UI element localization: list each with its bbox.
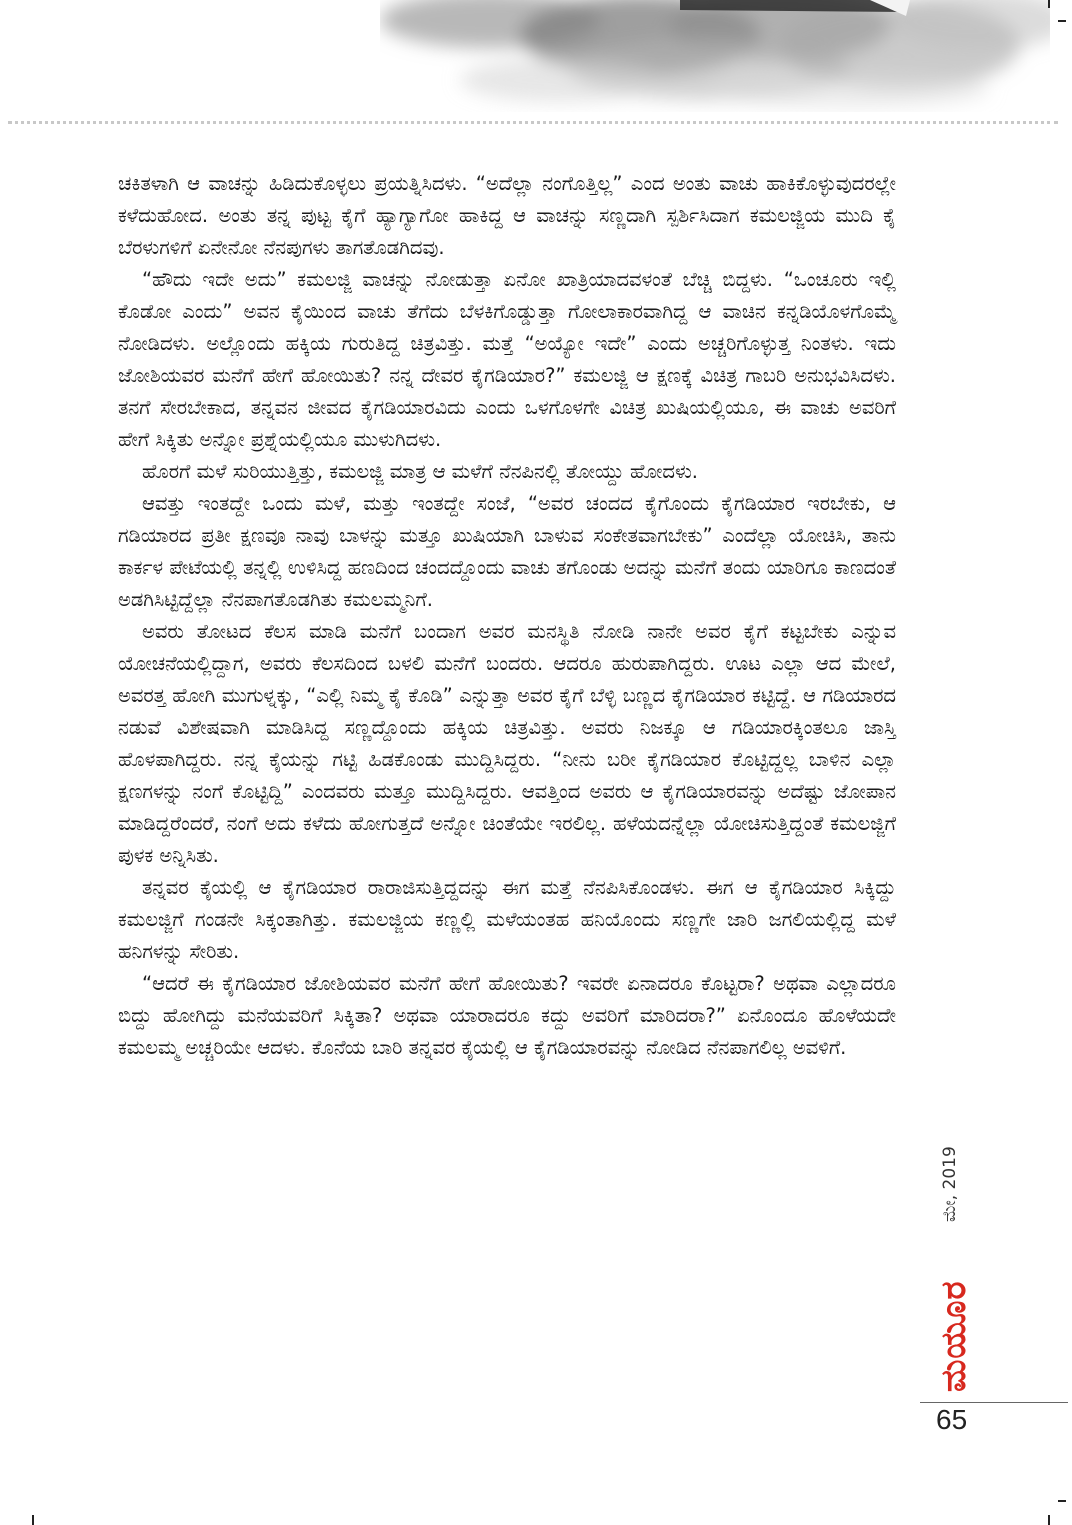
paragraph: ಹೊರಗೆ ಮಳೆ ಸುರಿಯುತ್ತಿತ್ತು, ಕಮಲಜ್ಜಿ ಮಾತ್ರ ಆ ಮಳೆಗೆ ನೆನಪಿನಲ್ಲಿ ತೋಯ್ದು ಹೋದಳು. [142,460,698,483]
crop-mark-bottom-left [32,1515,34,1525]
paragraph: ಆವತ್ತು ಇಂತದ್ದೇ ಒಂದು ಮಳೆ, ಮತ್ತು ಇಂತದ್ದೇ ಸಂಜೆ, “ಅವರ ಚಂದದ ಕೈಗೊಂದು ಕೈಗಡಿಯಾರ ಇರಬೇಕು, ಆ ಗಡಿಯಾರದ ಪ್ರತೀ ಕ್ಷಣವೂ ನಾವು ಬಾಳನ್ನು ಮತ್ತೂ ಖುಷಿಯಾಗಿ ಬಾಳುವ ಸಂಕೇತವಾಗಬೇಕು” ಎಂದೆಲ್ಲಾ ಯೋಚಿಸಿ, ತಾನು ಕಾರ್ಕಳ ಪೇಟೆಯಲ್ಲಿ ತನ್ನಲ್ಲಿ ಉಳಿಸಿದ್ದ ಹಣದಿಂದ ಚಂದದ್ದೊಂದು ವಾಚು ತಗೊಂಡು ಅದನ್ನು ಮನೆಗೆ ತಂದು ಯಾರಿಗೂ ಕಾಣದಂತೆ ಅಡಗಿಸಿಟ್ಟಿದ್ದೆಲ್ಲಾ ನೆನಪಾಗತೊಡಗಿತು ಕಮಲಮ್ಮನಿಗೆ. [118,492,896,611]
header-illustration [380,0,1050,112]
magazine-name: ಮಯೂರ [934,1280,974,1392]
issue-date: ಮೇ, 2019 [940,1146,960,1222]
page-number: 65 [936,1404,968,1435]
paragraph: “ಹೌದು ಇದೇ ಅದು” ಕಮಲಜ್ಜಿ ವಾಚನ್ನು ನೋಡುತ್ತಾ ಏನೋ ಖಾತ್ರಿಯಾದವಳಂತೆ ಬೆಚ್ಚಿ ಬಿದ್ದಳು. “ಒಂಚೂರು ಇಲ್ಲಿ ಕೊಡೋ ಎಂದು” ಅವನ ಕೈಯಿಂದ ವಾಚು ತೆಗೆದು ಬೆಳಕಿಗೊಡ್ಡುತ್ತಾ ಗೋಲಾಕಾರವಾಗಿದ್ದ ಆ ವಾಚಿನ ಕನ್ನಡಿಯೊಳಗೊಮ್ಮೆ ನೋಡಿದಳು. ಅಲ್ಲೊಂದು ಹಕ್ಕಿಯ ಗುರುತಿದ್ದ ಚಿತ್ರವಿತ್ತು. ಮತ್ತೆ “ಅಯ್ಯೋ ಇದೇ” ಎಂದು ಅಚ್ಚರಿಗೊಳ್ಳುತ್ತ ನಿಂತಳು. ಇದು ಜೋಶಿಯವರ ಮನೆಗೆ ಹೇಗೆ ಹೋಯಿತು? ನನ್ನ ದೇವರ ಕೈಗಡಿಯಾರ?” ಕಮಲಜ್ಜಿ ಆ ಕ್ಷಣಕ್ಕೆ ವಿಚಿತ್ರ ಗಾಬರಿ ಅನುಭವಿಸಿದಳು. ತನಗೆ ಸೇರಬೇಕಾದ, ತನ್ನವನ ಜೀವದ ಕೈಗಡಿಯಾರವಿದು ಎಂದು ಒಳಗೊಳಗೇ ವಿಚಿತ್ರ ಖುಷಿಯಲ್ಲಿಯೂ, ಈ ವಾಚು ಅವರಿಗೆ ಹೇಗೆ ಸಿಕ್ಕಿತು ಅನ್ನೋ ಪ್ರಶ್ನೆಯಲ್ಲಿಯೂ ಮುಳುಗಿದಳು. [118,268,896,451]
crop-mark-bottom-right [1058,1500,1066,1502]
paragraph: ಚಕಿತಳಾಗಿ ಆ ವಾಚನ್ನು ಹಿಡಿದುಕೊಳ್ಳಲು ಪ್ರಯತ್ನಿಸಿದಳು. “ಅದೆಲ್ಲಾ ನಂಗೊತ್ತಿಲ್ಲ” ಎಂದ ಅಂತು ವಾಚು ಹಾಕಿಕೊಳ್ಳುವುದರಲ್ಲೇ ಕಳೆದುಹೋದ. ಅಂತು ತನ್ನ ಪುಟ್ಟ ಕೈಗೆ ಹ್ಯಾಗ್ಯಾಗೋ ಹಾಕಿದ್ದ ಆ ವಾಚನ್ನು ಸಣ್ಣದಾಗಿ ಸ್ಪರ್ಶಿಸಿದಾಗ ಕಮಲಜ್ಜಿಯ ಮುದಿ ಕೈ ಬೆರಳುಗಳಿಗೆ ಏನೇನೋ ನೆನಪುಗಳು ತಾಗತೊಡಗಿದವು. [118,172,896,259]
crop-mark-top [1048,0,1050,8]
paragraph: “ಆದರೆ ಈ ಕೈಗಡಿಯಾರ ಜೋಶಿಯವರ ಮನೆಗೆ ಹೇಗೆ ಹೋಯಿತು? ಇವರೇ ಏನಾದರೂ ಕೊಟ್ಟರಾ? ಅಥವಾ ಎಲ್ಲಾದರೂ ಬಿದ್ದು ಹೋಗಿದ್ದು ಮನೆಯವರಿಗೆ ಸಿಕ್ಕಿತಾ? ಅಥವಾ ಯಾರಾದರೂ ಕದ್ದು ಅವರಿಗೆ ಮಾರಿದರಾ?” ಏನೊಂದೂ ಹೊಳೆಯದೇ ಕಮಲಮ್ಮ ಅಚ್ಚರಿಯೇ ಆದಳು. ಕೊನೆಯ ಬಾರಿ ತನ್ನವರ ಕೈಯಲ್ಲಿ ಆ ಕೈಗಡಿಯಾರವನ್ನು ನೋಡಿದ ನೆನಪಾಗಲಿಲ್ಲ ಅವಳಿಗೆ. [118,972,896,1059]
paragraph: ತನ್ನವರ ಕೈಯಲ್ಲಿ ಆ ಕೈಗಡಿಯಾರ ರಾರಾಜಿಸುತ್ತಿದ್ದದನ್ನು ಈಗ ಮತ್ತೆ ನೆನಪಿಸಿಕೊಂಡಳು. ಈಗ ಆ ಕೈಗಡಿಯಾರ ಸಿಕ್ಕಿದ್ದು ಕಮಲಜ್ಜಿಗೆ ಗಂಡನೇ ಸಿಕ್ಕಂತಾಗಿತ್ತು. ಕಮಲಜ್ಜಿಯ ಕಣ್ಣಲ್ಲಿ ಮಳೆಯಂತಹ ಹನಿಯೊಂದು ಸಣ್ಣಗೇ ಜಾರಿ ಜಗಲಿಯಲ್ಲಿದ್ದ ಮಳೆ ಹನಿಗಳನ್ನು ಸೇರಿತು. [118,876,896,963]
article-body [118,168,896,1064]
header-divider [8,121,1058,124]
paragraph: ಅವರು ತೋಟದ ಕೆಲಸ ಮಾಡಿ ಮನೆಗೆ ಬಂದಾಗ ಅವರ ಮನಸ್ಥಿತಿ ನೋಡಿ ನಾನೇ ಅವರ ಕೈಗೆ ಕಟ್ಟಬೇಕು ಎನ್ನುವ ಯೋಚನೆಯಲ್ಲಿದ್ದಾಗ, ಅವರು ಕೆಲಸದಿಂದ ಬಳಲಿ ಮನೆಗೆ ಬಂದರು. ಆದರೂ ಹುರುಪಾಗಿದ್ದರು. ಊಟ ಎಲ್ಲಾ ಆದ ಮೇಲೆ, ಅವರತ್ತ ಹೋಗಿ ಮುಗುಳ್ನಕ್ಕು, “ಎಲ್ಲಿ ನಿಮ್ಮ ಕೈ ಕೊಡಿ” ಎನ್ನುತ್ತಾ ಅವರ ಕೈಗೆ ಬೆಳ್ಳಿ ಬಣ್ಣದ ಕೈಗಡಿಯಾರ ಕಟ್ಟಿದ್ದೆ. ಆ ಗಡಿಯಾರದ ನಡುವೆ ವಿಶೇಷವಾಗಿ ಮಾಡಿಸಿದ್ದ ಸಣ್ಣದ್ದೊಂದು ಹಕ್ಕಿಯ ಚಿತ್ರವಿತ್ತು. ಅವರು ನಿಜಕ್ಕೂ ಆ ಗಡಿಯಾರಕ್ಕಿಂತಲೂ ಜಾಸ್ತಿ ಹೊಳಪಾಗಿದ್ದರು. ನನ್ನ ಕೈಯನ್ನು ಗಟ್ಟಿ ಹಿಡಕೊಂಡು ಮುದ್ದಿಸಿದ್ದರು. “ನೀನು ಬರೀ ಕೈಗಡಿಯಾರ ಕೊಟ್ಟಿದ್ದಲ್ಲ ಬಾಳಿನ ಎಲ್ಲಾ ಕ್ಷಣಗಳನ್ನು ನಂಗೆ ಕೊಟ್ಟಿದ್ದಿ” ಎಂದವರು ಮತ್ತೂ ಮುದ್ದಿಸಿದ್ದರು. ಆವತ್ತಿಂದ ಅವರು ಆ ಕೈಗಡಿಯಾರವನ್ನು ಅದೆಷ್ಟು ಜೋಪಾನ ಮಾಡಿದ್ದರೆಂದರೆ, ನಂಗೆ ಅದು ಕಳೆದು ಹೋಗುತ್ತದೆ ಅನ್ನೋ ಚಿಂತೆಯೇ ಇರಲಿಲ್ಲ. ಹಳೆಯದನ್ನೆಲ್ಲಾ ಯೋಚಿಸುತ್ತಿದ್ದಂತೆ ಕಮಲಜ್ಜಿಗೆ ಪುಳಕ ಅನ್ನಿಸಿತು. [118,620,896,867]
crop-mark-top-right [1058,20,1066,22]
folio-rule [920,1402,1068,1403]
crop-mark-bottom [1048,1515,1050,1525]
